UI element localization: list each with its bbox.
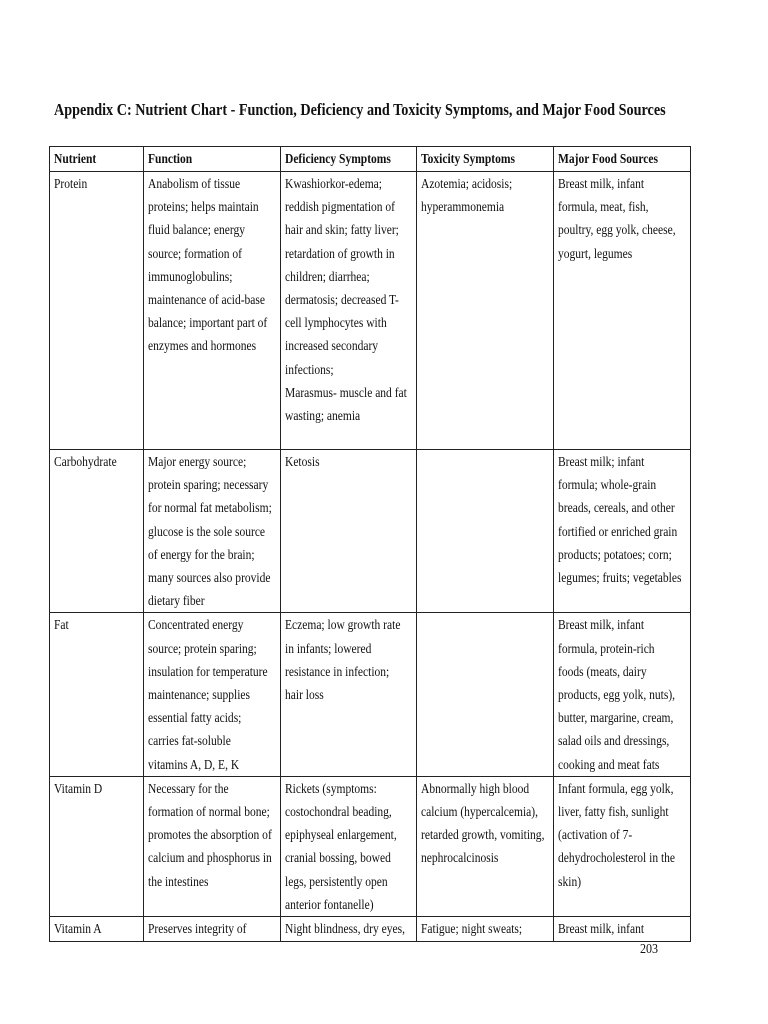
- table-row: [50, 172, 691, 450]
- cell-sources: Breast milk, infant formula, meat, fish, poultry, egg yolk, cheese, yogurt, legumes: [554, 172, 691, 450]
- cell-deficiency: Rickets (symptoms: costochondral beading, epiphyseal enlargement, cranial bossing, bowed legs, persistently open anterior fontanelle): [281, 776, 417, 916]
- header-function: Function: [144, 147, 281, 172]
- cell-sources: Breast milk, infant: [554, 917, 691, 942]
- table-row: [50, 917, 691, 942]
- cell-nutrient: Fat: [50, 613, 144, 776]
- cell-function: Necessary for the formation of normal bone; promotes the absorption of calcium and phosphorus in the intestines: [144, 776, 281, 916]
- cell-deficiency: Kwashiorkor-edema; reddish pigmentation of hair and skin; fatty liver; retardation of growth in children; diarrhea; dermatosis; decreased T- cell lymphocytes with increased secondary infections; Marasmus- muscle and fat wasting; anemia: [281, 172, 417, 450]
- cell-toxicity: Fatigue; night sweats;: [417, 917, 554, 942]
- cell-sources: Infant formula, egg yolk, liver, fatty fish, sunlight (activation of 7- dehydrocholesterol in the skin): [554, 776, 691, 916]
- cell-deficiency: Eczema; low growth rate in infants; lowered resistance in infection; hair loss: [281, 613, 417, 776]
- cell-toxicity: [417, 613, 554, 776]
- cell-nutrient: Vitamin A: [50, 917, 144, 942]
- table-row: [50, 613, 691, 776]
- cell-function: Anabolism of tissue proteins; helps maintain fluid balance; energy source; formation of immunoglobulins; maintenance of acid-base balance; important part of enzymes and hormones: [144, 172, 281, 450]
- header-toxicity-symptoms: Toxicity Symptoms: [417, 147, 554, 172]
- header-deficiency-symptoms: Deficiency Symptoms: [281, 147, 417, 172]
- table-row: [50, 450, 691, 613]
- table-header-row: [50, 147, 691, 172]
- cell-function: Concentrated energy source; protein sparing; insulation for temperature maintenance; supplies essential fatty acids; carries fat-soluble vitamins A, D, E, K: [144, 613, 281, 776]
- cell-function: Major energy source; protein sparing; necessary for normal fat metabolism; glucose is the sole source of energy for the brain; many sources also provide dietary fiber: [144, 450, 281, 613]
- page-number: 203: [640, 942, 659, 957]
- cell-nutrient: Protein: [50, 172, 144, 450]
- cell-sources: Breast milk; infant formula; whole-grain breads, cereals, and other fortified or enriched grain products; potatoes; corn; legumes; fruits; vegetables: [554, 450, 691, 613]
- page-title: Appendix C: Nutrient Chart - Function, Deficiency and Toxicity Symptoms, and Major Food Sources: [54, 100, 666, 119]
- table-row: [50, 776, 691, 916]
- cell-deficiency: Night blindness, dry eyes,: [281, 917, 417, 942]
- cell-deficiency: Ketosis: [281, 450, 417, 613]
- nutrient-chart-table: [49, 146, 691, 942]
- cell-toxicity: [417, 450, 554, 613]
- header-nutrient: Nutrient: [50, 147, 144, 172]
- cell-toxicity: Abnormally high blood calcium (hypercalcemia), retarded growth, vomiting, nephrocalcinosis: [417, 776, 554, 916]
- cell-nutrient: Vitamin D: [50, 776, 144, 916]
- cell-nutrient: Carbohydrate: [50, 450, 144, 613]
- cell-sources: Breast milk, infant formula, protein-rich foods (meats, dairy products, egg yolk, nuts), butter, margarine, cream, salad oils and dressings, cooking and meat fats: [554, 613, 691, 776]
- header-major-food-sources: Major Food Sources: [554, 147, 691, 172]
- cell-function: Preserves integrity of: [144, 917, 281, 942]
- cell-toxicity: Azotemia; acidosis; hyperammonemia: [417, 172, 554, 450]
